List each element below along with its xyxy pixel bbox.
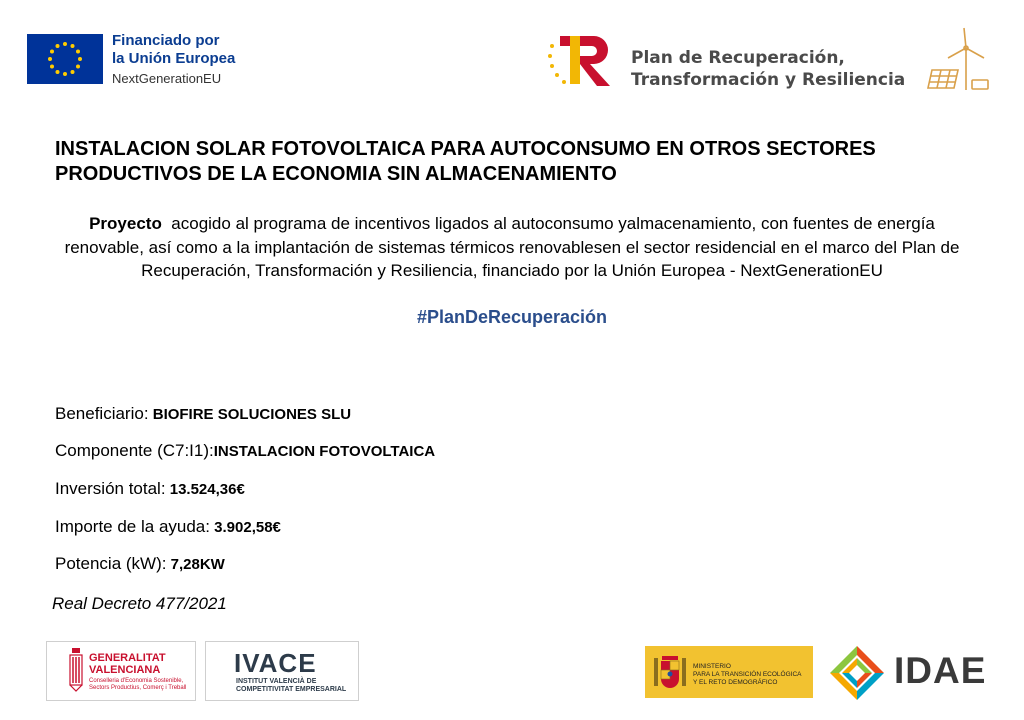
ivace-subtitle bbox=[236, 678, 346, 694]
field-label: Beneficiario: bbox=[55, 404, 149, 423]
field-componente bbox=[55, 441, 435, 461]
project-text: acogido al programa de incentivos ligados al autoconsumo yalmacenamiento, con fuentes de energía renovable, así como a la implantación de sistemas térmicos renovablesen el sector residencial en el marco del Plan de Recuperación, Transformación y Resiliencia, financiado por la Unión Europea - NextGenerationEU bbox=[64, 214, 965, 280]
ministerio-name bbox=[693, 663, 811, 687]
field-value: 7,28KW bbox=[166, 556, 225, 573]
eu-line-3: NextGenerationEU bbox=[112, 71, 222, 86]
field-importe bbox=[55, 517, 281, 537]
eu-line-1: Financiado por bbox=[112, 32, 220, 49]
ministerio-line-1: MINISTERIO bbox=[693, 663, 731, 670]
spain-coat-of-arms-icon bbox=[652, 652, 688, 692]
generalitat-line-1: GENERALITAT bbox=[89, 652, 166, 664]
decree-reference: Real Decreto 477/2021 bbox=[52, 594, 227, 613]
ivace-sub-line-1: INSTITUT VALENCIÀ DE bbox=[236, 678, 317, 685]
field-value: INSTALACION FOTOVOLTAICA bbox=[213, 443, 436, 460]
idae-name: IDAE bbox=[894, 650, 987, 691]
field-inversion bbox=[55, 479, 245, 499]
generalitat-line-2: VALENCIANA bbox=[89, 664, 161, 676]
field-potencia bbox=[55, 554, 225, 574]
project-description bbox=[50, 212, 974, 283]
generalitat-name bbox=[89, 652, 166, 676]
eu-flag-logo bbox=[27, 34, 103, 84]
wind-turbine-solar-panel-icon bbox=[924, 26, 992, 94]
ivace-name: IVACE bbox=[234, 648, 317, 678]
field-value: 13.524,36€ bbox=[165, 481, 245, 498]
field-label: Componente (C7:I1): bbox=[55, 441, 214, 460]
prtr-label bbox=[631, 47, 905, 91]
prtr-line-1: Plan de Recuperación, bbox=[631, 48, 845, 68]
ministerio-logo bbox=[645, 646, 813, 698]
hashtag: #PlanDeRecuperación bbox=[416, 307, 608, 327]
idae-logo-icon bbox=[828, 644, 886, 702]
field-label: Importe de la ayuda: bbox=[55, 517, 210, 536]
prtr-line-2: Transformación y Resiliencia bbox=[631, 70, 906, 90]
title-line-1: INSTALACION SOLAR FOTOVOLTAICA PARA AUTOCONSUMO EN OTROS SECTORES bbox=[55, 138, 876, 160]
page-title bbox=[55, 137, 985, 187]
ivace-logo bbox=[205, 641, 359, 701]
ministerio-line-3: Y EL RETO DEMOGRÁFICO bbox=[693, 679, 778, 686]
field-beneficiario bbox=[55, 404, 351, 424]
generalitat-subtitle: Conselleria d'Economia Sostenible, Sectors Productius, Comerç i Treball bbox=[89, 678, 187, 691]
field-label: Inversión total: bbox=[55, 479, 166, 498]
field-value: BIOFIRE SOLUCIONES SLU bbox=[148, 406, 352, 423]
generalitat-logo bbox=[46, 641, 196, 701]
project-lead: Proyecto bbox=[89, 214, 162, 233]
prtr-logo-icon bbox=[546, 30, 616, 92]
ivace-sub-line-2: COMPETITIVITAT EMPRESARIAL bbox=[236, 686, 347, 693]
ministerio-line-2: PARA LA TRANSICIÓN ECOLÓGICA bbox=[693, 671, 802, 678]
field-value: 3.902,58€ bbox=[209, 519, 281, 536]
generalitat-crest-icon bbox=[69, 648, 83, 692]
title-line-2: PRODUCTIVOS DE LA ECONOMIA SIN ALMACENAMIENTO bbox=[55, 163, 617, 185]
field-label: Potencia (kW): bbox=[55, 554, 167, 573]
eu-funding-label bbox=[112, 32, 235, 88]
eu-line-2: la Unión Europea bbox=[112, 50, 236, 67]
